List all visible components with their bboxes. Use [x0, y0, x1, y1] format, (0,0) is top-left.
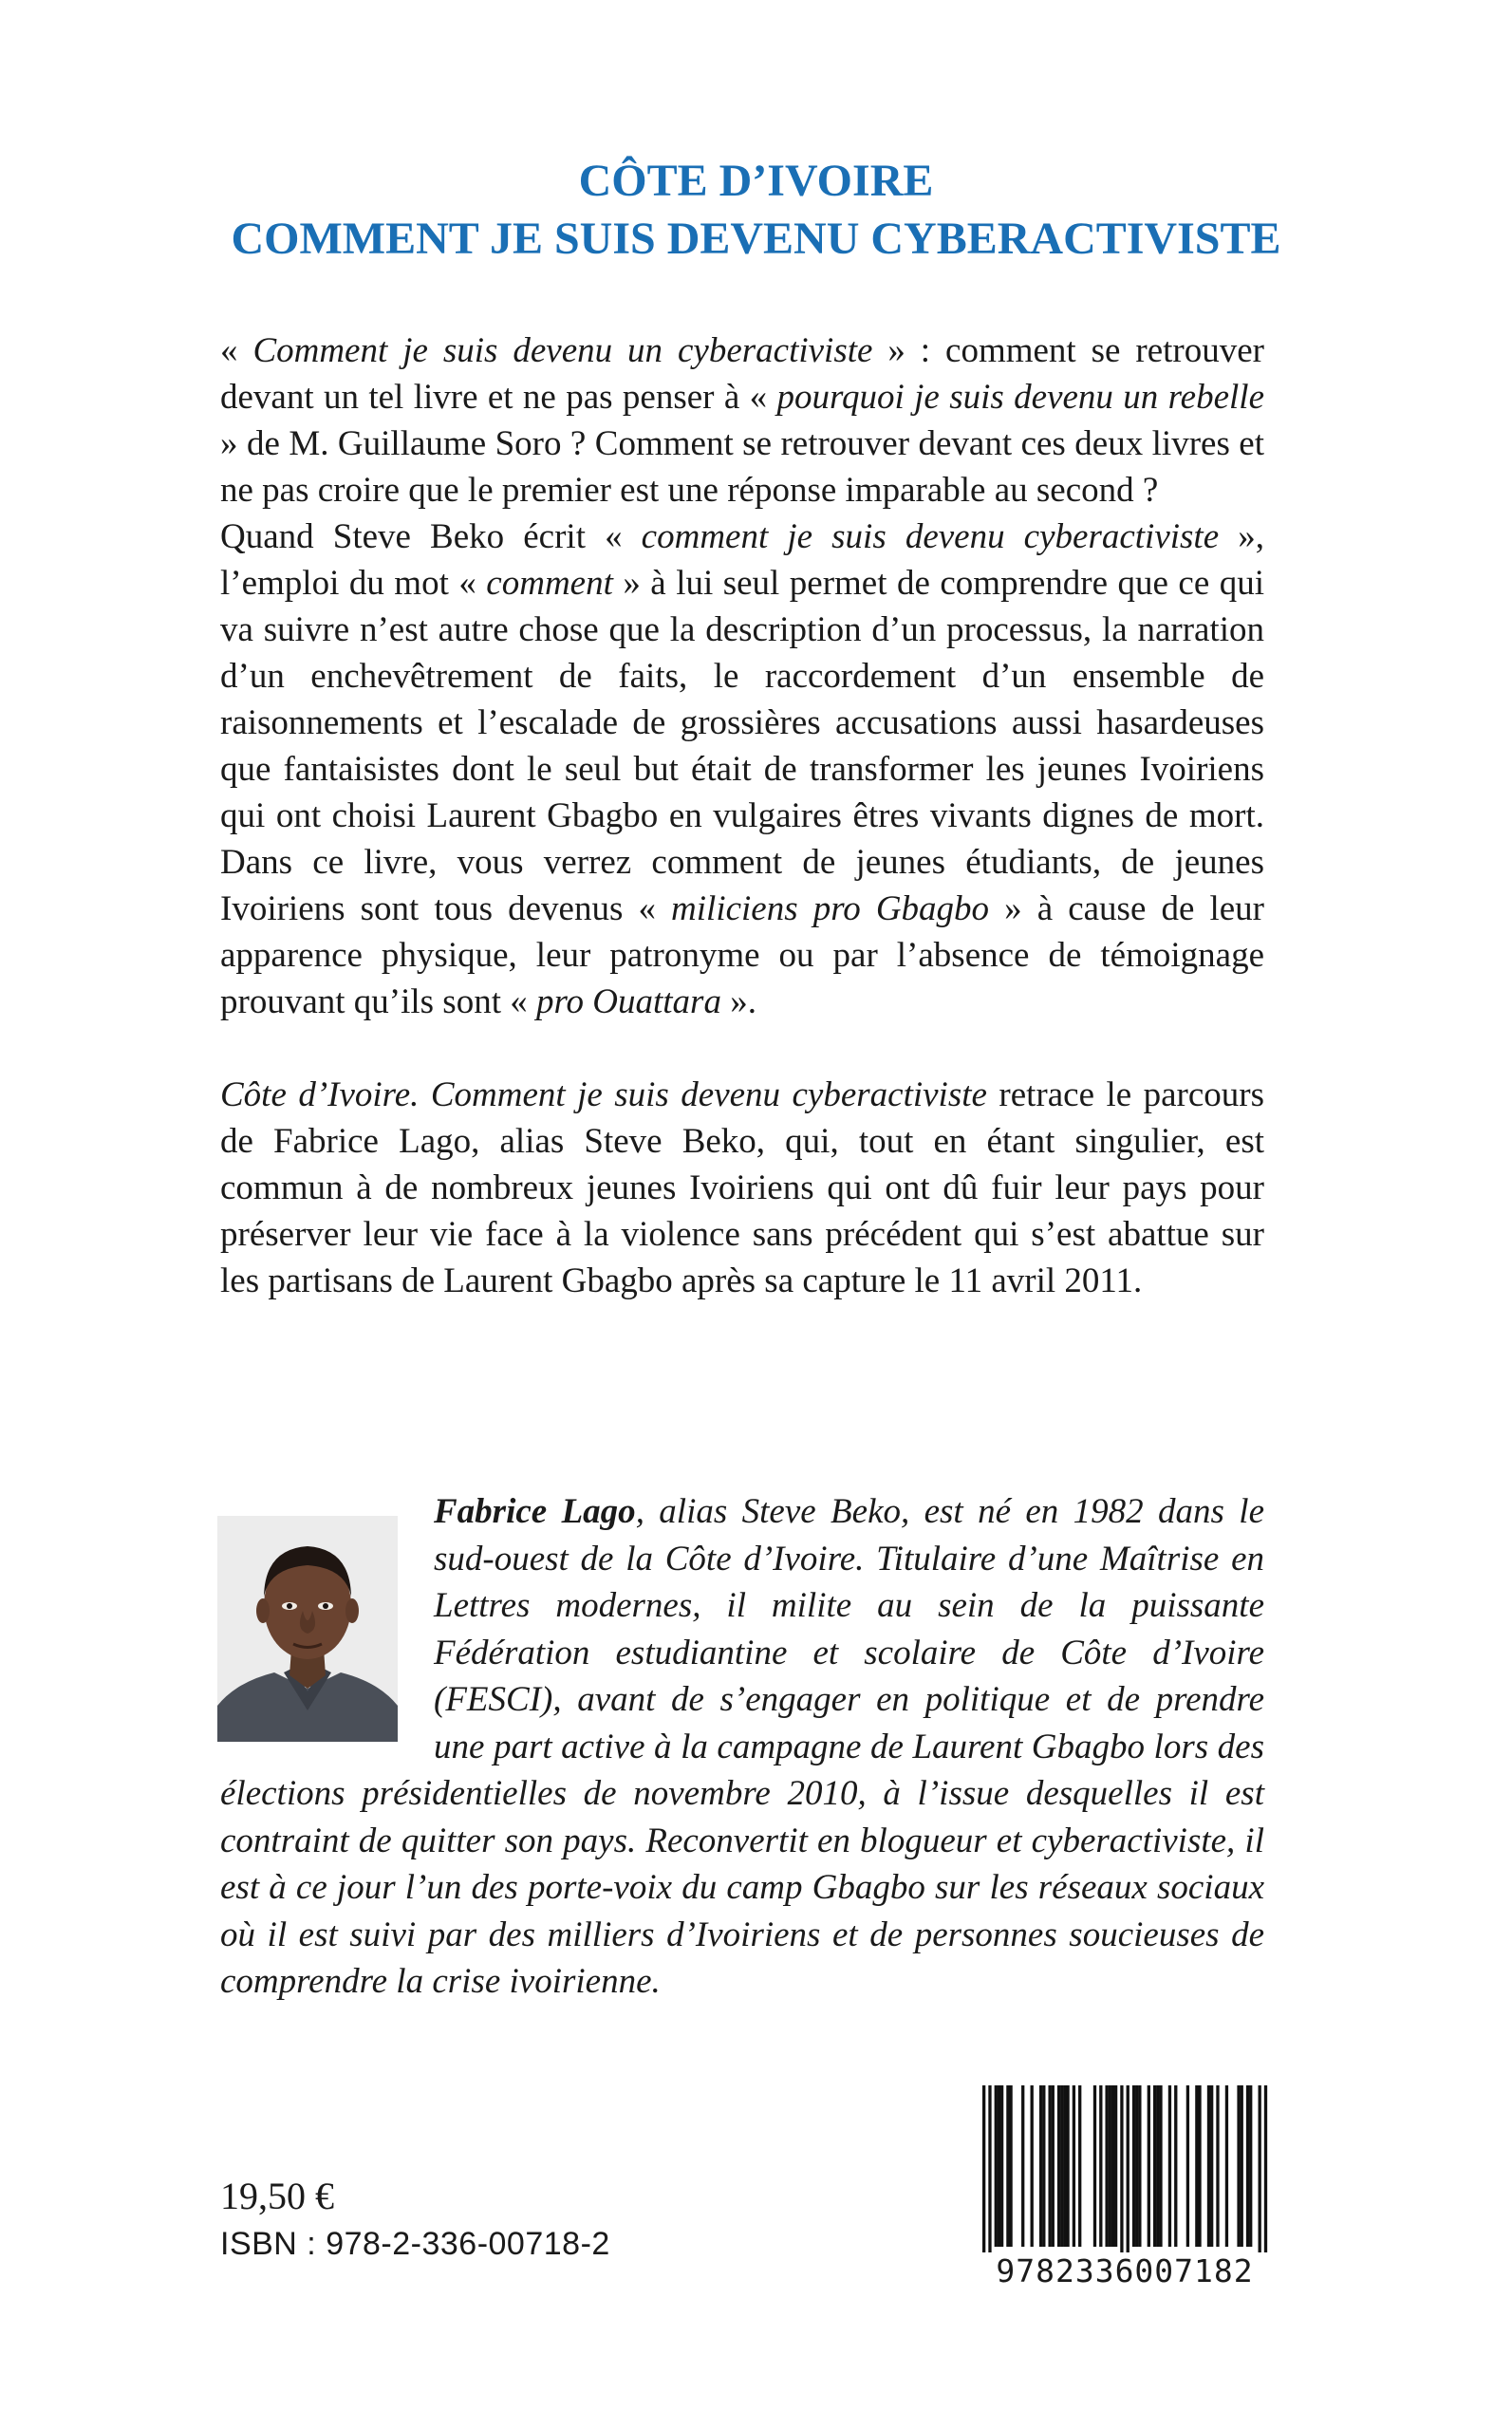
barcode-bar	[1195, 2085, 1198, 2247]
title-line-2: COMMENT JE SUIS DEVENU CYBERACTIVISTE	[231, 214, 1281, 264]
barcode-bar	[1264, 2085, 1267, 2254]
blurb-text: », l’emploi du mot «	[220, 517, 1264, 603]
blurb-paragraph-3	[220, 1072, 1264, 1304]
barcode-icon	[973, 2085, 1277, 2292]
isbn: ISBN : 978-2-336-00718-2	[220, 2226, 610, 2262]
barcode-bar	[1168, 2085, 1171, 2247]
barcode-bar	[1052, 2085, 1055, 2247]
blurb-italic: comment je suis devenu cyberactiviste	[641, 517, 1220, 556]
blurb-paragraph-1	[220, 327, 1264, 514]
barcode-bar	[1109, 2085, 1111, 2247]
barcode-bar	[1057, 2085, 1060, 2247]
blurb-text: » : comment se retrouver devant un tel livre et ne pas penser à «	[220, 331, 1264, 417]
blurb-text: » à lui seul permet de comprendre que ce qui va suivre n’est autre chose que la description d’un processus, la narration d’un enchevêtrement de faits, le raccordement d’un ensemble de raisonnements et l’escalade de grossières accusations aussi hasardeuses que fantaisistes dont le seul but était de transformer les jeunes Ivoiriens qui ont choisi Laurent Gbagbo en vulgaires êtres vivants dignes de mort. Dans ce livre, vous verrez comment de jeunes étudiants, de jeunes Ivoiriens sont tous devenus «	[220, 564, 1264, 928]
barcode-bar	[995, 2085, 998, 2247]
blurb-paragraph-2	[220, 514, 1264, 1025]
barcode-bar	[1000, 2085, 1003, 2247]
author-bio-text: , alias Steve Beko, est né en 1982 dans le sud-ouest de la Côte d’Ivoire. Titulaire d’une Maîtrise en Lettres modernes, il milite au sein de la puissante Fédération estudiantine et scolaire de Côte d’Ivoire (FESCI), avant de s’engager en politique et de prendre une part active à la campagne de Laurent Gbagbo lors des élections présidentielles de novembre 2010, à l’issue desquelles il est contraint de quitter son pays. Reconvertit en blogueur et cyberactiviste, il est à ce jour l’un des porte-voix du camp Gbagbo sur les réseaux sociaux où il est suivi par des milliers d’Ivoiriens et de personnes soucieuses de comprendre la crise ivoirienne.	[220, 1492, 1265, 2001]
barcode-digits: 9782336007182	[973, 2252, 1277, 2289]
barcode-bar	[1048, 2085, 1051, 2247]
barcode-bar	[1148, 2085, 1150, 2247]
title-line-1: CÔTE D’IVOIRE	[578, 156, 934, 206]
book-title	[0, 152, 1512, 268]
blurb-text: «	[220, 331, 253, 370]
back-cover-blurb	[220, 327, 1264, 1304]
barcode-bar	[1241, 2085, 1243, 2247]
blurb-text: » à cause de leur apparence physique, leur patronyme ou par l’absence de témoignage prouvant qu’ils sont «	[220, 889, 1264, 1021]
barcode-bar	[1078, 2085, 1081, 2247]
blurb-italic: miliciens pro Gbagbo	[671, 889, 990, 928]
barcode-bar	[1114, 2085, 1117, 2247]
barcode-bar	[1225, 2085, 1228, 2247]
barcode-bar	[1174, 2085, 1177, 2247]
barcode-bar	[1099, 2085, 1102, 2247]
barcode-bar	[1259, 2085, 1261, 2254]
author-name: Fabrice Lago	[434, 1492, 636, 1531]
barcode-bar	[1186, 2085, 1189, 2247]
barcode-bar	[1249, 2085, 1252, 2247]
barcode-bar	[1031, 2085, 1034, 2247]
blurb-text: retrace le parcours de Fabrice Lago, alias Steve Beko, qui, tout en étant singulier, est commun à de nombreux jeunes Ivoiriens qui ont dû fuir leur pays pour préserver leur vie face à la violence sans précédent qui s’est abattue sur les partisans de Laurent Gbagbo après sa capture le 11 avril 2011.	[220, 1075, 1265, 1300]
blurb-italic: Comment je suis devenu un cyberactiviste	[252, 331, 873, 370]
barcode-bar	[998, 2085, 1000, 2247]
blurb-italic: comment	[486, 564, 613, 603]
barcode-bar	[1060, 2085, 1063, 2247]
barcode-bar	[1156, 2085, 1159, 2247]
barcode-bar	[1042, 2085, 1045, 2247]
price: 19,50 €	[220, 2175, 334, 2217]
barcode-bar	[1159, 2085, 1162, 2247]
barcode-bar	[1237, 2085, 1240, 2247]
barcode-bar	[982, 2085, 985, 2254]
barcode-bar	[1198, 2085, 1201, 2247]
blurb-text: ».	[720, 982, 756, 1021]
blurb-italic: pro Ouattara	[535, 982, 721, 1021]
barcode-bar	[1207, 2085, 1210, 2247]
barcode-bar	[1009, 2085, 1012, 2247]
barcode-bar	[1216, 2085, 1219, 2247]
blurb-italic: pourquoi je suis devenu un rebelle	[776, 378, 1264, 417]
photo-wrap-space	[220, 1488, 434, 1759]
blurb-italic: Côte d’Ivoire. Comment je suis devenu cyberactiviste	[220, 1075, 987, 1114]
barcode-bar	[1006, 2085, 1009, 2247]
barcode-bar	[1246, 2085, 1249, 2247]
barcode-bar	[1132, 2085, 1135, 2247]
barcode-bar	[1073, 2085, 1075, 2247]
blurb-text: » de M. Guillaume Soro ? Comment se retrouver devant ces deux livres et ne pas croire que le premier est une réponse imparable au second ?	[220, 424, 1264, 510]
barcode-bar	[1210, 2085, 1213, 2247]
barcode-bar	[1138, 2085, 1141, 2247]
barcode-bar	[1039, 2085, 1042, 2247]
barcode-bar	[1093, 2085, 1096, 2247]
barcode-bar	[1135, 2085, 1138, 2247]
author-bio	[220, 1488, 1264, 2006]
barcode-bar	[1120, 2085, 1123, 2254]
barcode-bar	[988, 2085, 991, 2254]
blurb-text: Quand Steve Beko écrit «	[220, 517, 642, 556]
barcode-bar	[1127, 2085, 1129, 2254]
barcode-bar	[1105, 2085, 1108, 2247]
barcode-bar	[1021, 2085, 1024, 2247]
barcode-bar	[1153, 2085, 1156, 2247]
barcode-bar	[1066, 2085, 1069, 2247]
barcode-bar	[1111, 2085, 1114, 2247]
barcode-bar	[1063, 2085, 1066, 2247]
